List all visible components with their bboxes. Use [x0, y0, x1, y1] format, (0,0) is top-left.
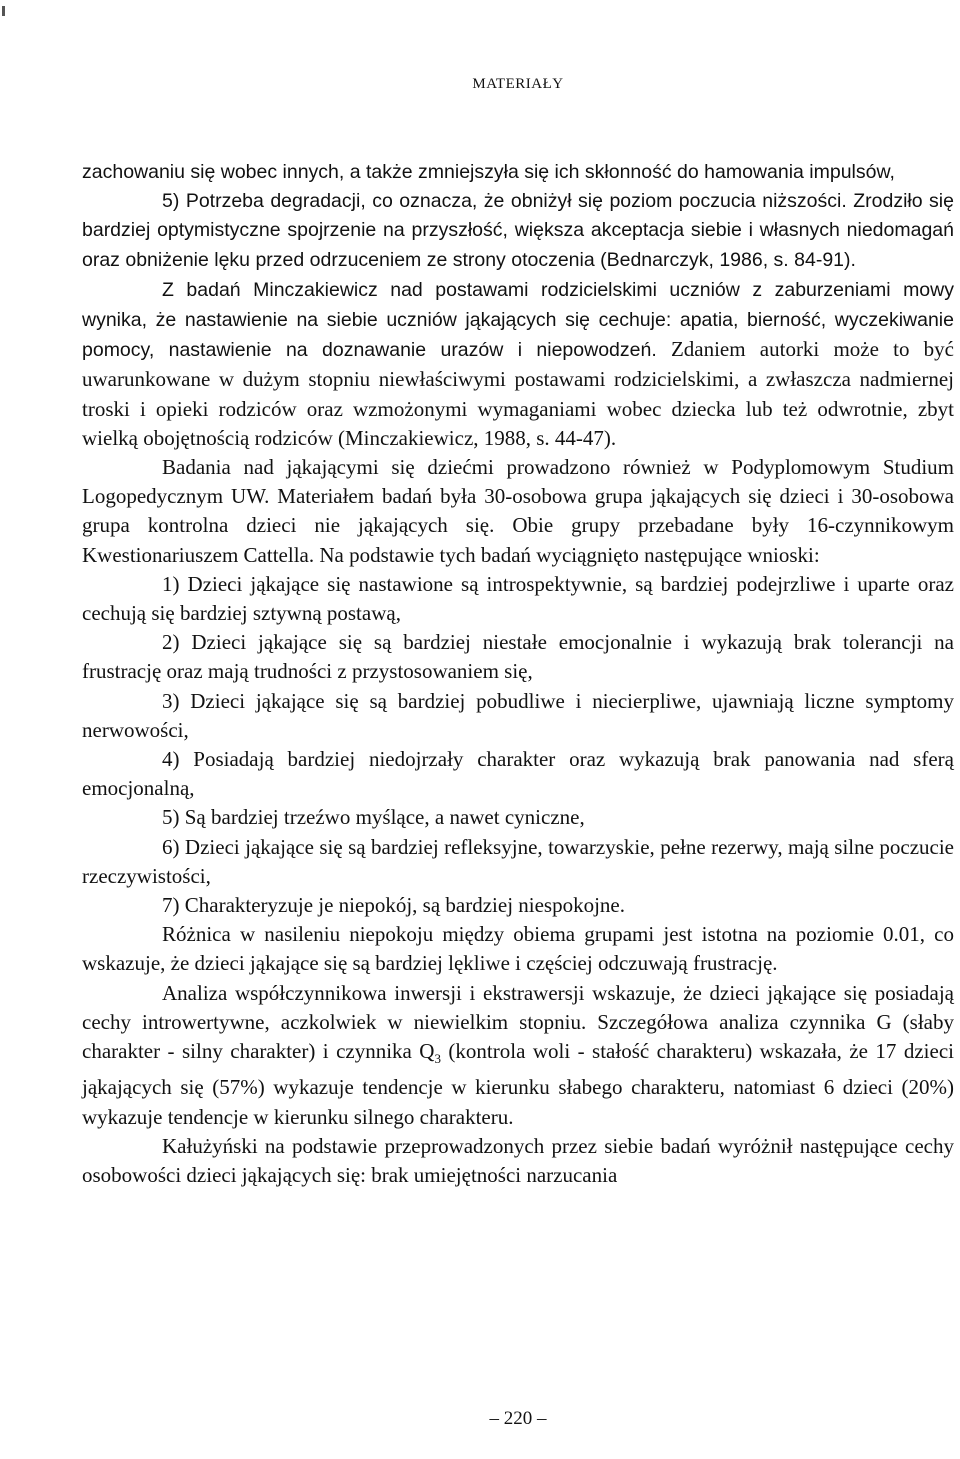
running-header: MATERIAŁY [472, 76, 564, 92]
list-item-7: 7) Charakteryzuje je niepokój, są bardziej niespokojne. [162, 893, 626, 918]
paragraph-minczakiewicz [82, 275, 954, 453]
paragraph-analiza-part1: Analiza współczynnikowa inwersji i ekstrawersji wskazuje, że dzieci jąkające się posiadają cechy introwertywne, aczkolwiek w niewielkim stopniu. Szczegółowa analiza czynnika G (słaby charakter - silny charakter) i czynnika Q [82, 980, 954, 1064]
paragraph-minczakiewicz-part1: Z badań Minczakiewicz nad postawami rodzicielskimi uczniów z zaburzeniami mowy wynika, że nastawienie na siebie uczniów jąkających się cechuje: apatia, bierność, wyczekiwanie pomocy, nastawienie na doznawanie urazów i niepowodzeń. [82, 278, 954, 362]
list-item-1: 1) Dzieci jąkające się nastawione są introspektywnie, są bardziej podejrzliwe i uparte oraz cechują się bardziej sztywną postawą, [82, 571, 954, 626]
list-item-4: 4) Posiadają bardziej niedojrzały charakter oraz wykazują brak panowania nad sferą emocjonalną, [82, 747, 954, 801]
paragraph-kaluzynski: Kałużyński na podstawie przeprowadzonych przez siebie badań wyróżnił następujące cechy osobowości dzieci jąkających się: brak umiejętności narzucania [82, 1133, 954, 1188]
paragraph-item-5: 5) Potrzeba degradacji, co oznacza, że obniżył się poziom poczucia niższości. Zrodziło się bardziej optymistyczne spojrzenie na przyszłość, większa akceptacja siebie i własnych niedomagań oraz obniżenie lęku przed odrzuceniem ze strony otoczenia (Bednarczyk, 1986, s. 84-91). [82, 190, 954, 271]
body-text [82, 158, 954, 1190]
list-item-6: 6) Dzieci jąkające się są bardziej refleksyjne, towarzyskie, pełne rezerwy, mają silne poczucie rzeczywistości, [82, 834, 954, 888]
paragraph-roznica: Różnica w nasileniu niepokoju między obiema grupami jest istotna na poziomie 0.01, co wskazuje, że dzieci jąkające się są bardziej lękliwe i częściej odczuwają frustrację. [82, 922, 954, 976]
document-page [82, 0, 954, 1459]
paragraph-minczakiewicz-part2: Zdaniem autorki może to być uwarunkowane w dużym stopniu niewłaściwymi postawami rodzicielskimi, a zwłaszcza nadmiernej troski i opieki rodziców oraz wzmożonymi wymaganiami wobec dziecka lub też odwrotnie, zbyt wielką obojętnością rodziców (Minczakiewicz, 1988, s. 44-47). [82, 337, 954, 450]
page-number: – 220 – [489, 1408, 547, 1429]
paragraph-studium: Badania nad jąkającymi się dziećmi prowadzono również w Podyplomowym Studium Logopedycznym UW. Materiałem badań była 30-osobowa grupa jąkających się dzieci i 30-osobowa grupa kontrolna dzieci nie jąkających się. Obie grupy przebadane były 16-czynnikowym Kwestionariuszem Cattella. Na podstawie tych badań wyciągnięto następujące wnioski: [82, 455, 954, 567]
paragraph-analiza [82, 979, 954, 1132]
list-item-3: 3) Dzieci jąkające się są bardziej pobudliwe i niecierpliwe, ujawniają liczne symptomy nerwowości, [82, 688, 954, 742]
list-item-5: 5) Są bardziej trzeźwo myślące, a nawet cyniczne, [162, 805, 585, 830]
paragraph-continuation: zachowaniu się wobec innych, a także zmniejszyła się ich skłonność do hamowania impulsów, [82, 161, 895, 183]
scan-speck [2, 6, 5, 16]
paragraph-analiza-part2: (kontrola woli - stałość charakteru) wskazała, że 17 dzieci jąkających się (57%) wykazuje tendencje w kierunku słabego charakteru, natomiast 6 dzieci (20%) wykazuje tendencje w kierunku silnego charakteru. [82, 1039, 954, 1129]
subscript-3: 3 [434, 1051, 441, 1067]
list-item-2: 2) Dzieci jąkające się są bardziej niestałe emocjonalnie i wykazują brak tolerancji na frustrację oraz mają trudności z przystosowaniem się, [82, 630, 954, 684]
